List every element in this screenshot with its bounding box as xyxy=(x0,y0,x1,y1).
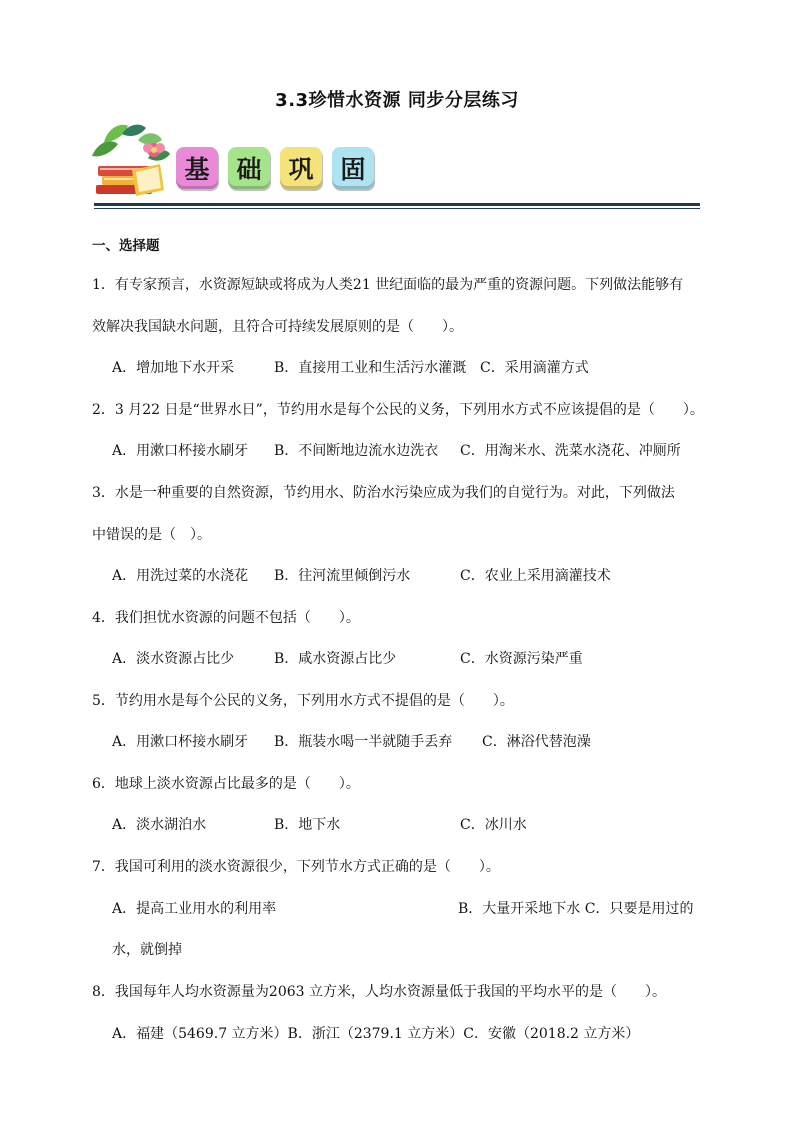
question-6-line-1: 6．地球上淡水资源占比最多的是（ ）。 xyxy=(92,776,360,792)
question-6-option-c: C．冰川水 xyxy=(460,817,527,833)
question-7-option-a: A．提高工业用水的利用率 xyxy=(112,901,277,917)
question-3-line-1: 3．水是一种重要的自然资源，节约用水、防治水污染应成为我们的自觉行为。对此，下列做法 xyxy=(92,485,675,501)
question-5-option-c: C．淋浴代替泡澡 xyxy=(482,734,591,750)
question-4-option-a: A．淡水资源占比少 xyxy=(112,651,235,667)
question-6-option-a: A．淡水湖泊水 xyxy=(112,817,207,833)
page-title: 3.3珍惜水资源 同步分层练习 xyxy=(275,90,519,111)
question-1-line-2: 效解决我国缺水问题，且符合可持续发展原则的是（ ）。 xyxy=(92,319,463,335)
question-1-option-b: B．直接用工业和生活污水灌溉 xyxy=(274,360,467,376)
question-3-option-b: B．往河流里倾倒污水 xyxy=(274,568,411,584)
header-divider-thin xyxy=(94,208,700,209)
question-1-option-c: C．采用滴灌方式 xyxy=(480,360,589,376)
banner-tile-chu: 础 xyxy=(228,147,270,189)
banner-tile-ji: 基 xyxy=(176,147,218,189)
question-1-option-a: A．增加地下水开采 xyxy=(112,360,235,376)
section-heading: 一、选择题 xyxy=(92,238,160,254)
question-2-option-c: C．用淘米水、洗菜水浇花、冲厕所 xyxy=(460,443,681,459)
banner-tile-gu: 固 xyxy=(332,147,374,189)
header-divider-thick xyxy=(94,203,700,206)
question-3-line-2: 中错误的是（ ）。 xyxy=(92,527,211,543)
question-3-option-a: A．用洗过菜的水浇花 xyxy=(112,568,249,584)
question-1-line-1: 1．有专家预言，水资源短缺或将成为人类21 世纪面临的最为严重的资源问题。下列做法能够有 xyxy=(92,277,684,293)
banner-tile-gong: 巩 xyxy=(280,147,322,189)
question-5-option-a: A．用漱口杯接水刷牙 xyxy=(112,734,249,750)
question-4-option-b: B．咸水资源占比少 xyxy=(274,651,397,667)
question-7-continuation: 水，就倒掉 xyxy=(112,942,182,958)
banner-tiles xyxy=(176,147,384,189)
question-5-option-b: B．瓶装水喝一半就随手丢弃 xyxy=(274,734,453,750)
question-2-option-a: A．用漱口杯接水刷牙 xyxy=(112,443,249,459)
question-8-line-1: 8．我国每年人均水资源量为2063 立方米，人均水资源量低于我国的平均水平的是（ ）。 xyxy=(92,984,666,1000)
question-5-line-1: 5．节约用水是每个公民的义务，下列用水方式不提倡的是（ ）。 xyxy=(92,693,514,709)
question-2-option-b: B．不间断地边流水边洗衣 xyxy=(274,443,439,459)
question-2-line-1: 2．3 月22 日是“世界水日”，节约用水是每个公民的义务，下列用水方式不应该提倡的是（ ）。 xyxy=(92,402,704,418)
question-4-line-1: 4．我们担忧水资源的问题不包括（ ）。 xyxy=(92,610,360,626)
question-4-option-c: C．水资源污染严重 xyxy=(460,651,583,667)
question-7-option-b-c: B．大量开采地下水 C．只要是用过的 xyxy=(458,901,694,917)
question-8-options: A．福建（5469.7 立方米）B．浙江（2379.1 立方米）C．安徽（2018.2 立方米） xyxy=(112,1026,640,1042)
question-3-option-c: C．农业上采用滴灌技术 xyxy=(460,568,611,584)
question-6-option-b: B．地下水 xyxy=(274,817,341,833)
question-7-line-1: 7．我国可利用的淡水资源很少，下列节水方式正确的是（ ）。 xyxy=(92,859,500,875)
